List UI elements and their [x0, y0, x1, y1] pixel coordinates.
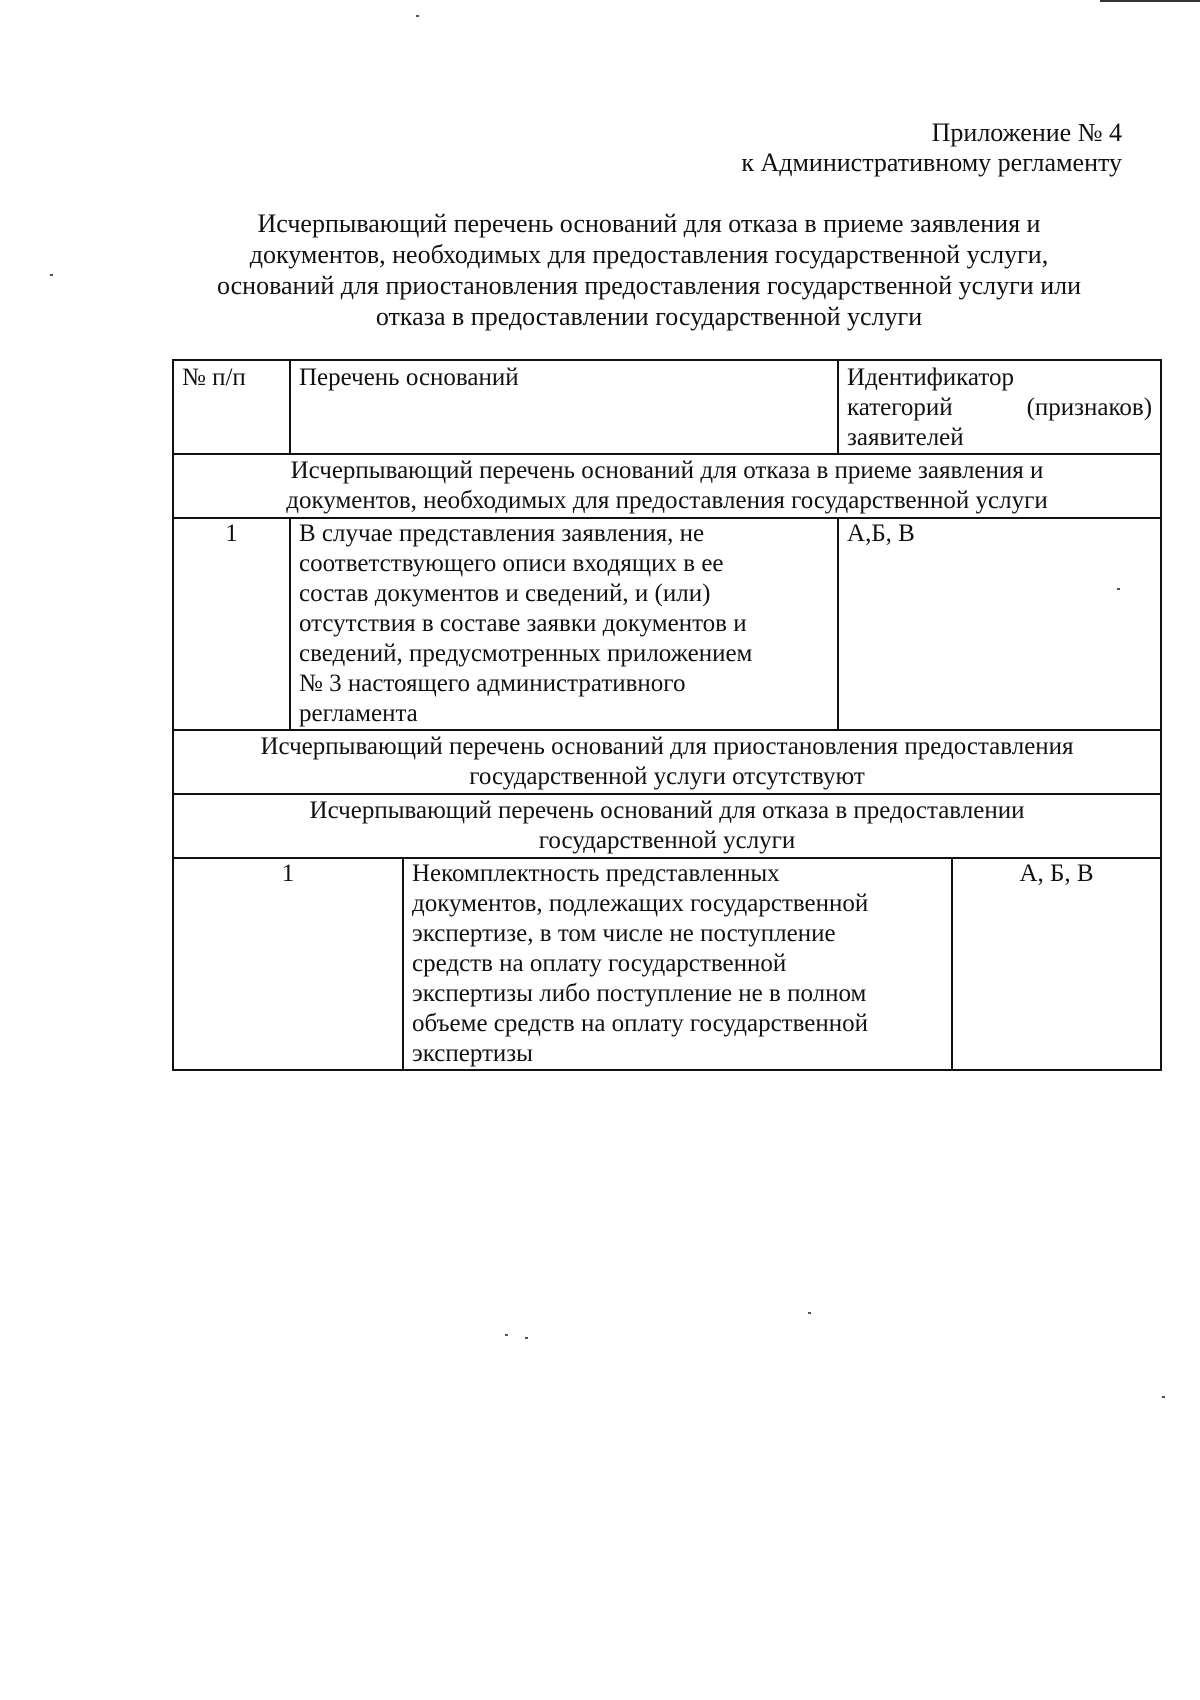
row-identifier: А, Б, В — [952, 858, 1161, 1070]
scan-speck — [50, 274, 53, 276]
row-text-line: регламента — [299, 700, 418, 727]
section-line: Исчерпывающий перечень оснований для отказа в предоставлении — [309, 797, 1025, 824]
section-row — [173, 730, 1161, 794]
row-text-line: В случае представления заявления, не — [299, 520, 705, 547]
row-text-line: экспертизе, в том числе не поступление — [412, 920, 836, 947]
row-text-line: соответствующего описи входящих в ее — [299, 550, 724, 577]
attachment-block — [741, 118, 1122, 178]
row-text-line: средств на оплату государственной — [412, 950, 787, 977]
row-text-line: № 3 настоящего административного — [299, 670, 686, 697]
header-identifier — [838, 360, 1161, 454]
section-heading-suspension — [173, 730, 1161, 794]
row-grounds-text — [290, 518, 838, 730]
table-row — [173, 858, 1161, 1070]
section-heading-refusal-acceptance — [173, 454, 1161, 518]
section-row — [173, 794, 1161, 858]
scan-speck — [1162, 1396, 1165, 1398]
section-line: Исчерпывающий перечень оснований для приостановления предоставления — [260, 733, 1074, 760]
header-identifier-line: категорий (признаков) — [847, 394, 1153, 421]
scan-speck — [416, 15, 419, 17]
row-identifier: А,Б, В — [838, 518, 1161, 730]
scan-speck — [808, 1312, 811, 1314]
row-grounds-text — [403, 858, 952, 1070]
section-line: документов, необходимых для предоставления государственной услуги — [286, 487, 1048, 514]
section-line: государственной услуги отсутствуют — [469, 763, 865, 790]
row-text-line: документов, подлежащих государственной — [412, 890, 869, 917]
attachment-number: Приложение № 4 — [931, 118, 1122, 147]
row-text-line: состав документов и сведений, и (или) — [299, 580, 711, 607]
scan-speck — [1117, 588, 1120, 590]
title-line: отказа в предоставлении государственной услуги — [375, 302, 923, 331]
header-grounds: Перечень оснований — [290, 360, 838, 454]
header-identifier-line: заявителей — [847, 424, 964, 451]
row-text-line: отсутствия в составе заявки документов и — [299, 610, 747, 637]
row-number: 1 — [173, 518, 290, 730]
table-header-row — [173, 360, 1161, 454]
attachment-reference: к Административному регламенту — [741, 148, 1122, 177]
row-text-line: экспертизы — [412, 1040, 533, 1067]
section-line: Исчерпывающий перечень оснований для отказа в приеме заявления и — [290, 457, 1044, 484]
row-number: 1 — [173, 858, 403, 1070]
row-text-line: экспертизы либо поступление не в полном — [412, 980, 867, 1007]
scan-speck — [525, 1337, 528, 1339]
section-line: государственной услуги — [538, 827, 796, 854]
header-number: № п/п — [173, 360, 290, 454]
header-identifier-line: Идентификатор — [847, 364, 1014, 391]
scan-speck — [505, 1334, 508, 1336]
section-row — [173, 454, 1161, 518]
page-corner-mark — [1100, 0, 1200, 2]
row-text-line: Некомплектность представленных — [412, 860, 780, 887]
document-title — [172, 208, 1126, 332]
title-line: Исчерпывающий перечень оснований для отказа в приеме заявления и — [257, 209, 1041, 238]
title-line: документов, необходимых для предоставления государственной услуги, — [249, 240, 1049, 269]
grounds-table — [172, 359, 1162, 1071]
section-heading-refusal-service — [173, 794, 1161, 858]
title-line: оснований для приостановления предоставления государственной услуги или — [216, 271, 1082, 300]
row-text-line: сведений, предусмотренных приложением — [299, 640, 753, 667]
row-text-line: объеме средств на оплату государственной — [412, 1010, 868, 1037]
table-row — [173, 518, 1161, 730]
